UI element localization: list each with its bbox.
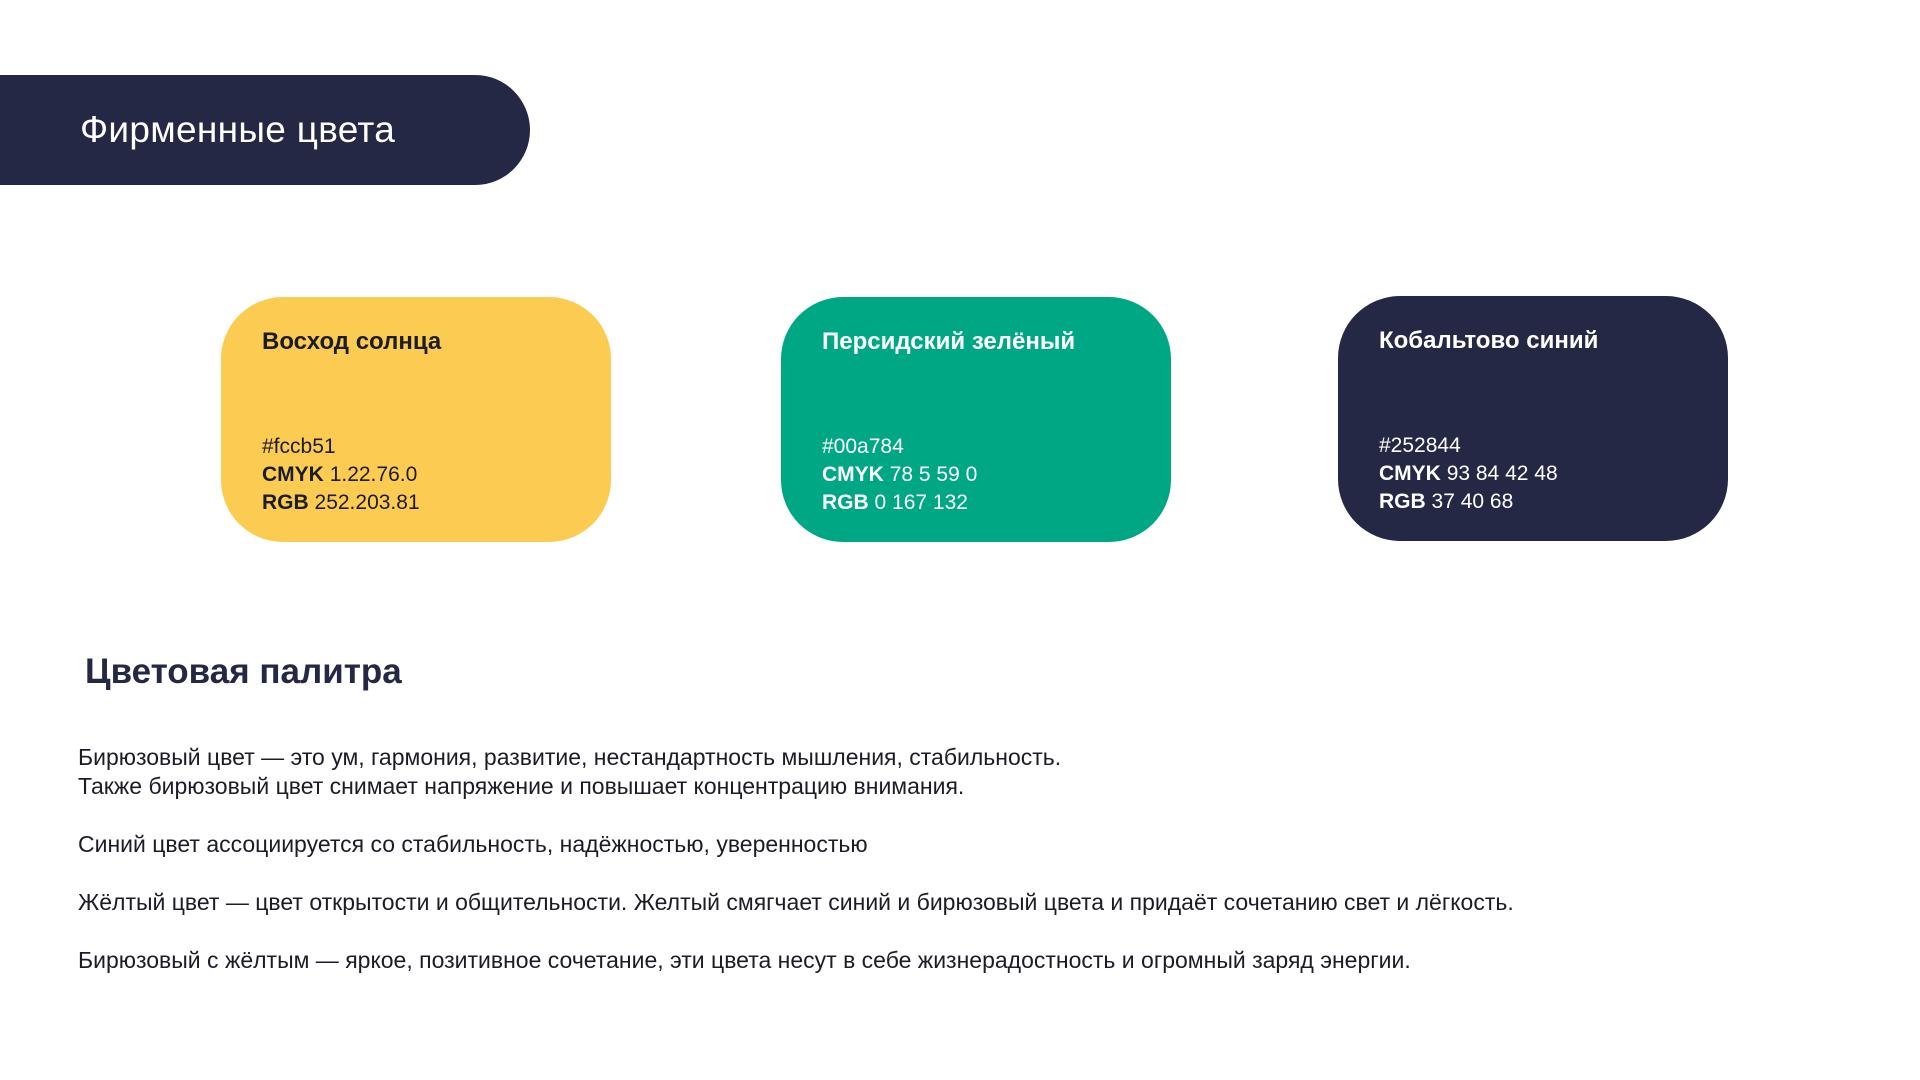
swatch-cobalt-blue: [1338, 296, 1728, 541]
paragraph-turquoise: [78, 743, 1878, 801]
rgb-label: RGB: [822, 491, 869, 514]
paragraph-line: Бирюзовый с жёлтым — яркое, позитивное сочетание, эти цвета несут в себе жизнерадостность и огромный заряд энергии.: [78, 947, 1411, 973]
cmyk-label: CMYK: [822, 463, 884, 486]
swatch-name: Персидский зелёный: [822, 328, 1076, 355]
cmyk-label: CMYK: [262, 463, 324, 486]
swatch-specs: [1379, 432, 1558, 516]
page-title: Фирменные цвета: [80, 109, 396, 150]
paragraph-line: Синий цвет ассоциируется со стабильность, надёжностью, уверенностью: [78, 831, 868, 857]
swatch-name: Кобальтово синий: [1379, 327, 1599, 354]
paragraph-line: Бирюзовый цвет — это ум, гармония, развитие, нестандартность мышления, стабильность.: [78, 744, 1062, 770]
swatch-sunrise: [221, 297, 611, 542]
palette-heading: Цветовая палитра: [85, 652, 402, 691]
swatch-cmyk: [822, 461, 977, 489]
paragraph-line: Также бирюзовый цвет снимает напряжение и повышает концентрацию внимания.: [78, 773, 965, 799]
swatch-hex: #00a784: [822, 435, 904, 458]
swatch-rgb: [822, 489, 977, 517]
cmyk-value: 93 84 42 48: [1446, 462, 1558, 485]
swatch-hex: #252844: [1379, 434, 1461, 457]
swatch-cmyk: [1379, 460, 1558, 488]
paragraph-blue: [78, 830, 1878, 859]
cmyk-value: 78 5 59 0: [889, 463, 978, 486]
swatch-hex: #fccb51: [262, 435, 336, 458]
rgb-value: 252.203.81: [314, 491, 420, 514]
swatch-specs: [262, 433, 420, 517]
cmyk-value: 1.22.76.0: [329, 463, 418, 486]
rgb-value: 0 167 132: [874, 491, 968, 514]
swatch-cmyk: [262, 461, 420, 489]
swatch-name: Восход солнца: [262, 328, 442, 355]
rgb-value: 37 40 68: [1431, 490, 1514, 513]
swatch-persian-green: [781, 297, 1171, 542]
header-bar: [0, 75, 530, 185]
swatch-specs: [822, 433, 977, 517]
cmyk-label: CMYK: [1379, 462, 1441, 485]
swatch-rgb: [262, 489, 420, 517]
paragraph-yellow: [78, 888, 1878, 917]
paragraph-line: Жёлтый цвет — цвет открытости и общительности. Желтый смягчает синий и бирюзовый цвета и придаёт сочетанию свет и лёгкость.: [78, 889, 1514, 915]
swatch-rgb: [1379, 488, 1558, 516]
rgb-label: RGB: [1379, 490, 1426, 513]
paragraph-combination: [78, 946, 1878, 975]
palette-description: [78, 743, 1878, 1004]
rgb-label: RGB: [262, 491, 309, 514]
